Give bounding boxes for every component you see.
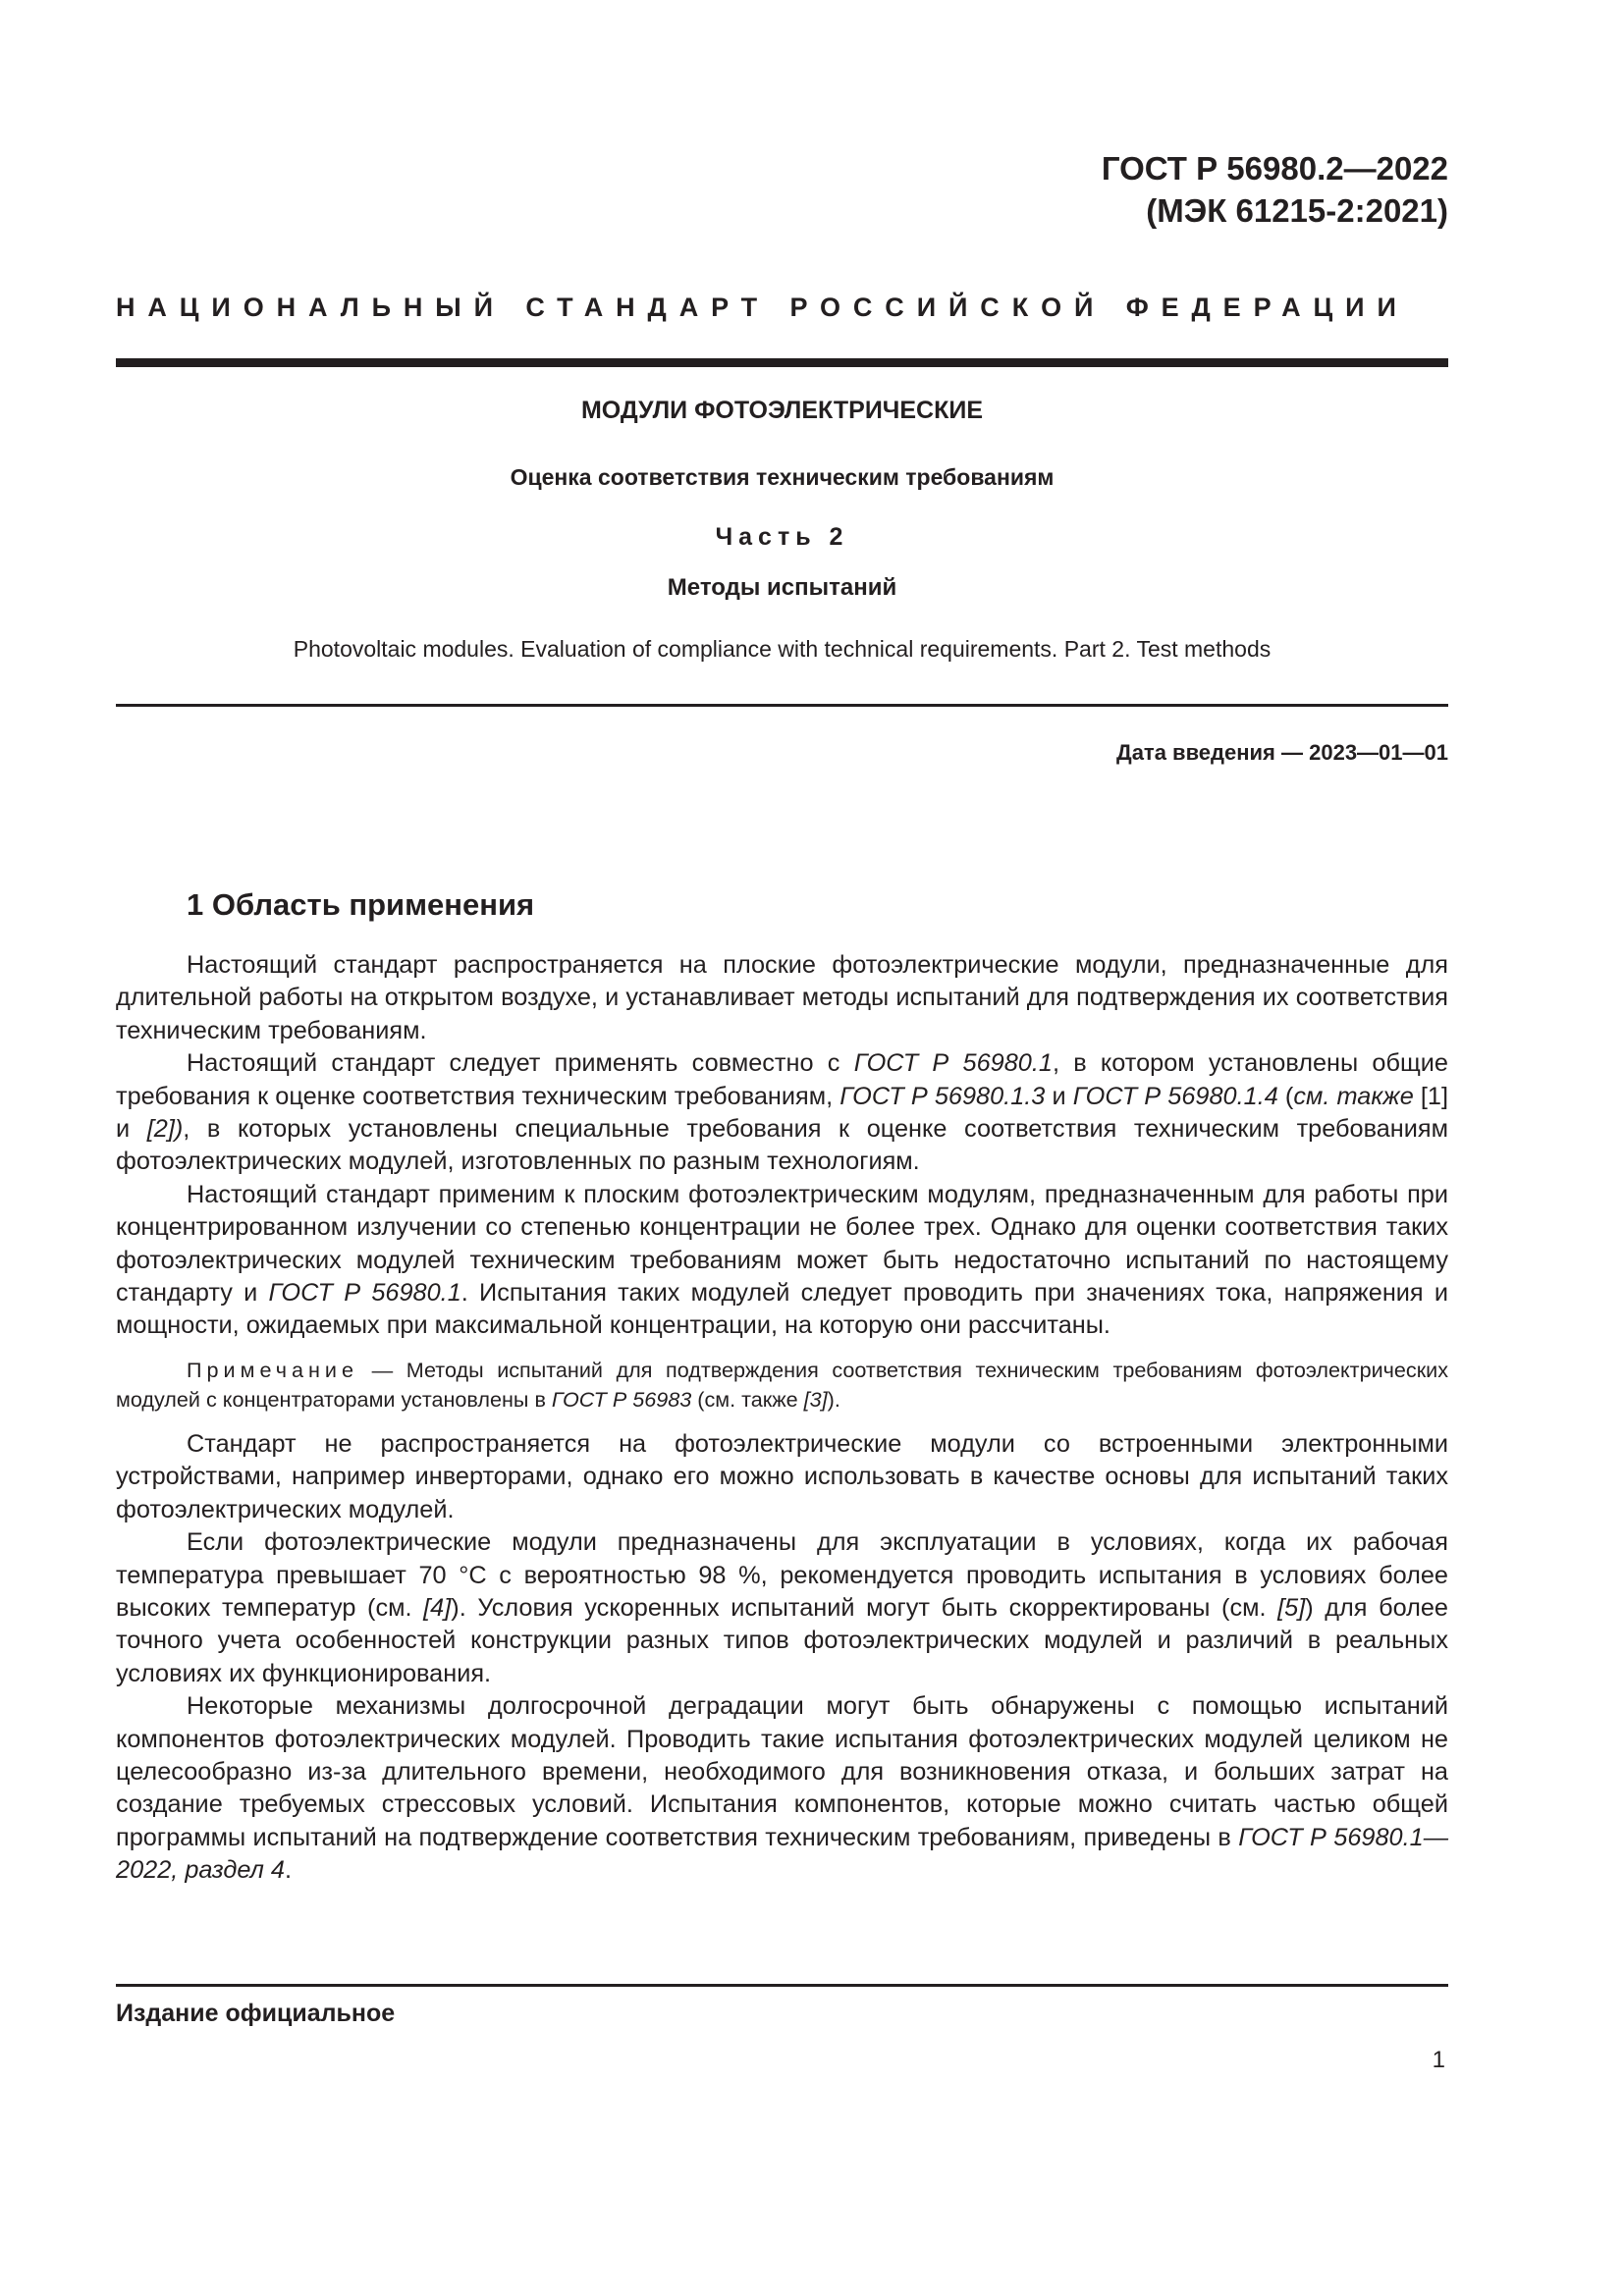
text-run: [1] и xyxy=(116,1082,1449,1144)
section-body xyxy=(116,949,1448,1888)
text-run: Некоторые механизмы долгосрочной деградации могут быть обнаружены с помощью испытаний компонентов фотоэлектрических модулей. Проводить такие испытания фотоэлектрических модулей целиком не целесообразно из-за длительного времени, необходимого для возникновения отказа, и больших затрат на создание требуемых стрессовых условий. Испытания компонентов, которые можно считать частью общей программы испытаний на подтверждение соответствия техническим требованиям, приведены в xyxy=(116,1692,1448,1851)
bibliography-reference: [3] xyxy=(803,1386,828,1412)
english-title: Photovoltaic modules. Evaluation of compliance with technical requirements. Part 2. Test methods xyxy=(293,636,1272,662)
bibliography-reference: [5] xyxy=(1277,1593,1306,1622)
standard-reference: ГОСТ Р 56980.1.4 xyxy=(1072,1082,1278,1110)
text-run: . Испытания таких модулей следует проводить при значениях тока, напряжения и мощности, ожидаемых при максимальной концентрации, на которую они рассчитаны. xyxy=(116,1279,1449,1340)
text-run: Настоящий стандарт применим к плоским фотоэлектрическим модулям, предназначенным для работы при концентрированном излучении со степенью концентрации не более трех. Однако для оценки соответствия таких фотоэлектрических модулей техническим требованиям может быть недостаточно испытаний по настоящему стандарту и xyxy=(116,1180,1448,1308)
paragraph: Настоящий стандарт распространяется на плоские фотоэлектрические модули, предназначенные для длительной работы на открытом воздухе, и устанавливает методы испытаний для подтверждения их соответствия техническим требованиям. xyxy=(116,951,1448,1044)
text-run: ). Условия ускоренных испытаний могут быть скорректированы (см. xyxy=(451,1593,1278,1622)
footer-divider xyxy=(116,1984,1448,1987)
iec-number: (МЭК 61215-2:2021) xyxy=(1146,192,1448,229)
paragraph xyxy=(116,1690,1448,1887)
text-run: ) для более точного учета особенностей конструкции разных типов фотоэлектрических модулей и различий в реальных условиях их функционирования. xyxy=(116,1593,1448,1687)
standard-number: ГОСТ Р 56980.2—2022 xyxy=(1101,150,1448,187)
text-run: (см. также xyxy=(691,1386,804,1412)
document-subtitle: Оценка соответствия техническим требованиям xyxy=(510,464,1055,490)
text-run: ). xyxy=(827,1386,840,1412)
standard-reference: ГОСТ Р 56980.1 xyxy=(268,1279,461,1308)
paragraph: Стандарт не распространяется на фотоэлектрические модули со встроенными электронными устройствами, например инверторами, однако его можно использовать в качестве основы для испытаний таких фотоэлектрических модулей. xyxy=(116,1429,1448,1523)
standard-reference: ГОСТ Р 56980.1—2022, раздел 4 xyxy=(116,1823,1448,1885)
note-label: Примечание xyxy=(187,1357,358,1382)
text-run: , в которых установлены специальные требования к оценке соответствия техническим требованиям фотоэлектрических модулей, изготовленных по разным технологиям. xyxy=(116,1115,1448,1176)
standard-reference: ГОСТ Р 56980.1 xyxy=(853,1049,1053,1078)
paragraph xyxy=(116,1179,1448,1343)
edition-label: Издание официальное xyxy=(116,2000,396,2027)
page-number: 1 xyxy=(1432,2047,1445,2073)
standard-reference: ГОСТ Р 56980.1.3 xyxy=(839,1082,1046,1110)
text-run: ( xyxy=(1277,1082,1294,1110)
bibliography-reference: [2]) xyxy=(146,1115,184,1144)
italic-text: см. также xyxy=(1293,1082,1414,1110)
note xyxy=(116,1356,1448,1415)
text-run: , в котором установлены общие требования к оценке соответствия техническим требованиям, xyxy=(116,1049,1448,1110)
title-divider xyxy=(116,704,1448,707)
section-heading: 1 Область применения xyxy=(187,887,535,922)
text-run: — Методы испытаний для подтверждения соответствия техническим требованиям фотоэлектрических модулей с концентраторами установлены в xyxy=(116,1357,1448,1412)
national-standard-banner: НАЦИОНАЛЬНЫЙ СТАНДАРТ РОССИЙСКОЙ ФЕДЕРАЦИИ xyxy=(116,293,1409,322)
standard-reference: ГОСТ Р 56983 xyxy=(551,1386,692,1412)
document-title: МОДУЛИ ФОТОЭЛЕКТРИЧЕСКИЕ xyxy=(580,397,984,424)
text-run: Настоящий стандарт следует применять совместно с xyxy=(187,1049,854,1078)
header-divider xyxy=(116,358,1448,367)
paragraph xyxy=(116,1526,1448,1690)
text-run: . xyxy=(284,1856,292,1885)
introduction-date: Дата введения — 2023—01—01 xyxy=(1116,740,1448,765)
document-part-title: Методы испытаний xyxy=(667,574,897,601)
text-run: и xyxy=(1045,1082,1073,1110)
paragraph xyxy=(116,1047,1448,1179)
standard-number-block xyxy=(1102,147,1448,232)
document-part: Часть 2 xyxy=(715,523,849,551)
bibliography-reference: [4] xyxy=(423,1593,452,1622)
text-run: Если фотоэлектрические модули предназначены для эксплуатации в условиях, когда их рабочая температура превышает 70 °С с вероятностью 98 %, рекомендуется проводить испытания в условиях более высоких температур (см. xyxy=(116,1528,1448,1622)
